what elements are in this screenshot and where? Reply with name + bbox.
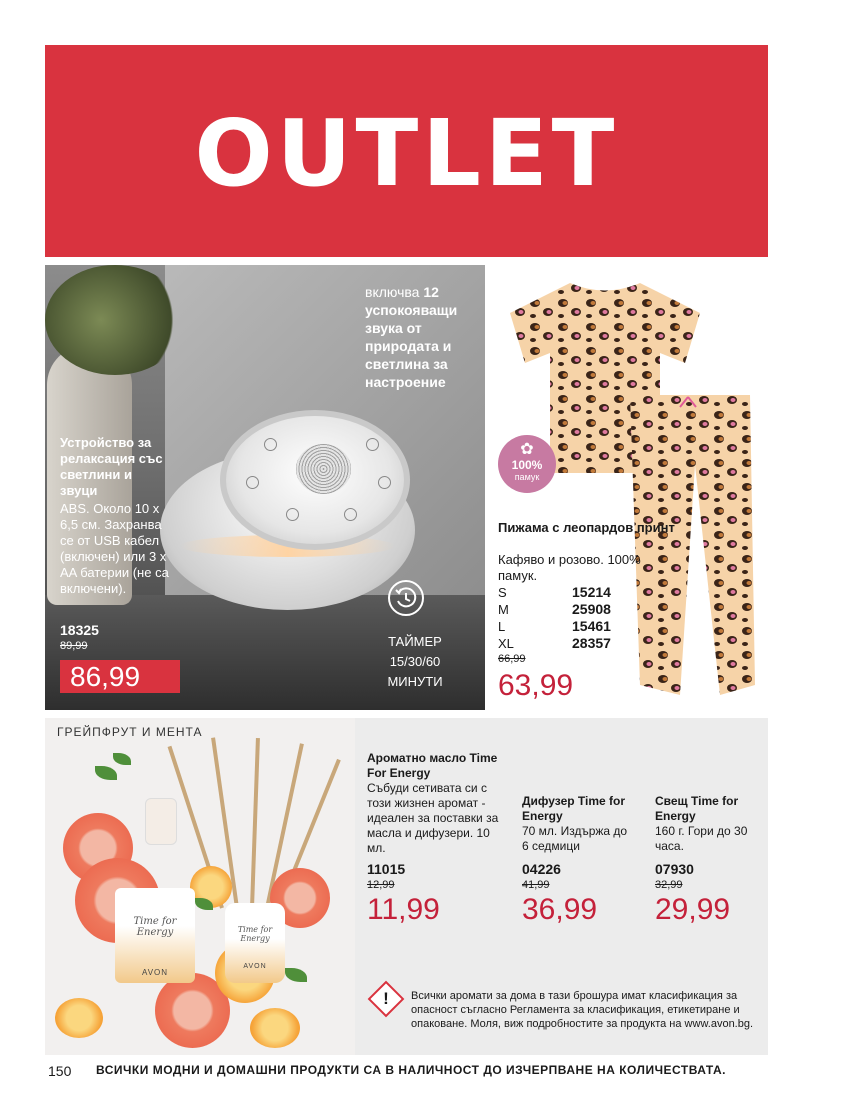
device-button [344,508,357,521]
timer-icon [388,580,424,616]
cotton-badge [498,435,556,493]
device-button [246,476,259,489]
candle-brand: AVON [141,968,169,977]
size-label: L [498,619,506,634]
oil-old-price: 12,99 [367,879,395,891]
candle-image [115,888,195,983]
plant-image [45,265,185,375]
device-button [264,438,277,451]
diffuser-label: Time for Energy [237,925,273,943]
pajama-pants-image [600,385,760,705]
exclamation-icon: ! [383,989,389,1008]
product-description: Кафяво и розово. 100% памук. [498,552,641,583]
diffuser-code: 04226 [522,861,561,877]
relaxation-device-image [160,410,415,610]
size-code: 25908 [572,601,611,617]
size-label: S [498,585,507,600]
product-title: Пижама с леопардов принт [498,520,675,535]
pajama-panel [490,265,768,710]
availability-note: ВСИЧКИ МОДНИ И ДОМАШНИ ПРОДУКТИ СА В НАЛИЧНОСТ ДО ИЗЧЕРПВАНЕ НА КОЛИЧЕСТВАТА. [96,1063,726,1077]
product-description: ABS. Около 10 x 6,5 см. Захранва се от USB кабел (включен) или 3 x AA батерии (не са включени). [60,501,169,596]
badge-percent: 100% [511,458,543,472]
mint-leaf [285,968,307,982]
oil-description: Събуди сетивата си с този жизнен аромат - идеален за поставки за масла и дифузери. 10 мл. [367,781,499,855]
diffuser-brand: AVON [243,963,267,970]
orange-slice [55,998,103,1038]
includes-prefix: включва [365,284,420,300]
oil-bottle-image [145,798,177,845]
diffuser-description: 70 мл. Издържа до 6 седмици [522,824,628,853]
oil-title: Ароматно масло Time For Energy [367,751,498,780]
badge-material: памук [514,472,540,482]
oil-code: 11015 [367,861,406,877]
device-button [378,476,391,489]
orange-slice [250,1008,300,1048]
candle-title: Свещ Time for Energy [655,794,739,823]
diffuser-title: Дифузер Time for Energy [522,794,626,823]
old-price: 89,99 [60,640,88,652]
size-label: XL [498,636,514,651]
size-code: 15214 [572,584,611,600]
device-button [366,438,379,451]
speaker-grille [296,444,351,494]
cotton-flower-icon: ✿ [520,441,534,458]
price-tag: 86,99 [60,660,180,693]
size-label: M [498,602,509,617]
aroma-photo [45,718,355,1055]
mint-leaf [95,766,117,780]
device-button [286,508,299,521]
relaxation-device-panel [45,265,485,710]
timer-label: ТАЙМЕР 15/30/60 МИНУТИ [387,634,443,689]
size-code: 28357 [572,635,611,651]
candle-price: 29,99 [655,893,731,926]
scent-label: ГРЕЙПФРУТ И МЕНТА [57,725,203,739]
price: 63,99 [498,669,574,702]
device-top [220,410,410,550]
candle-code: 07930 [655,861,694,877]
aroma-info-panel [355,718,768,1055]
includes-detail: 12 успокояващи звука от природата и светлина за настроение [365,284,458,390]
diffuser-old-price: 41,99 [522,879,550,891]
product-code: 18325 [60,622,99,638]
candle-label: Time for Energy [133,916,177,938]
product-title: Устройство за релаксация със светлини и звуци [60,435,163,498]
oil-price: 11,99 [367,893,440,926]
reed-stick [250,738,260,908]
candle-description: 160 г. Гори до 30 часа. [655,824,748,853]
old-price: 66,99 [498,653,526,665]
candle-old-price: 32,99 [655,879,683,891]
diffuser-price: 36,99 [522,893,598,926]
outlet-banner [45,45,768,257]
hazard-warning-text: Всички аромати за дома в тази брошура имат класификация за опасност съгласно Регламента за класификация, етикетиране и опаковане. Моля, виж подробностите за продукта на www.avon.bg. [411,990,754,1030]
banner-title: OUTLET [194,100,619,207]
page-number: 150 [48,1063,72,1079]
size-code: 15461 [572,618,611,634]
includes-note [365,283,483,391]
mint-leaf [113,753,131,765]
diffuser-bottle-image [225,903,285,983]
